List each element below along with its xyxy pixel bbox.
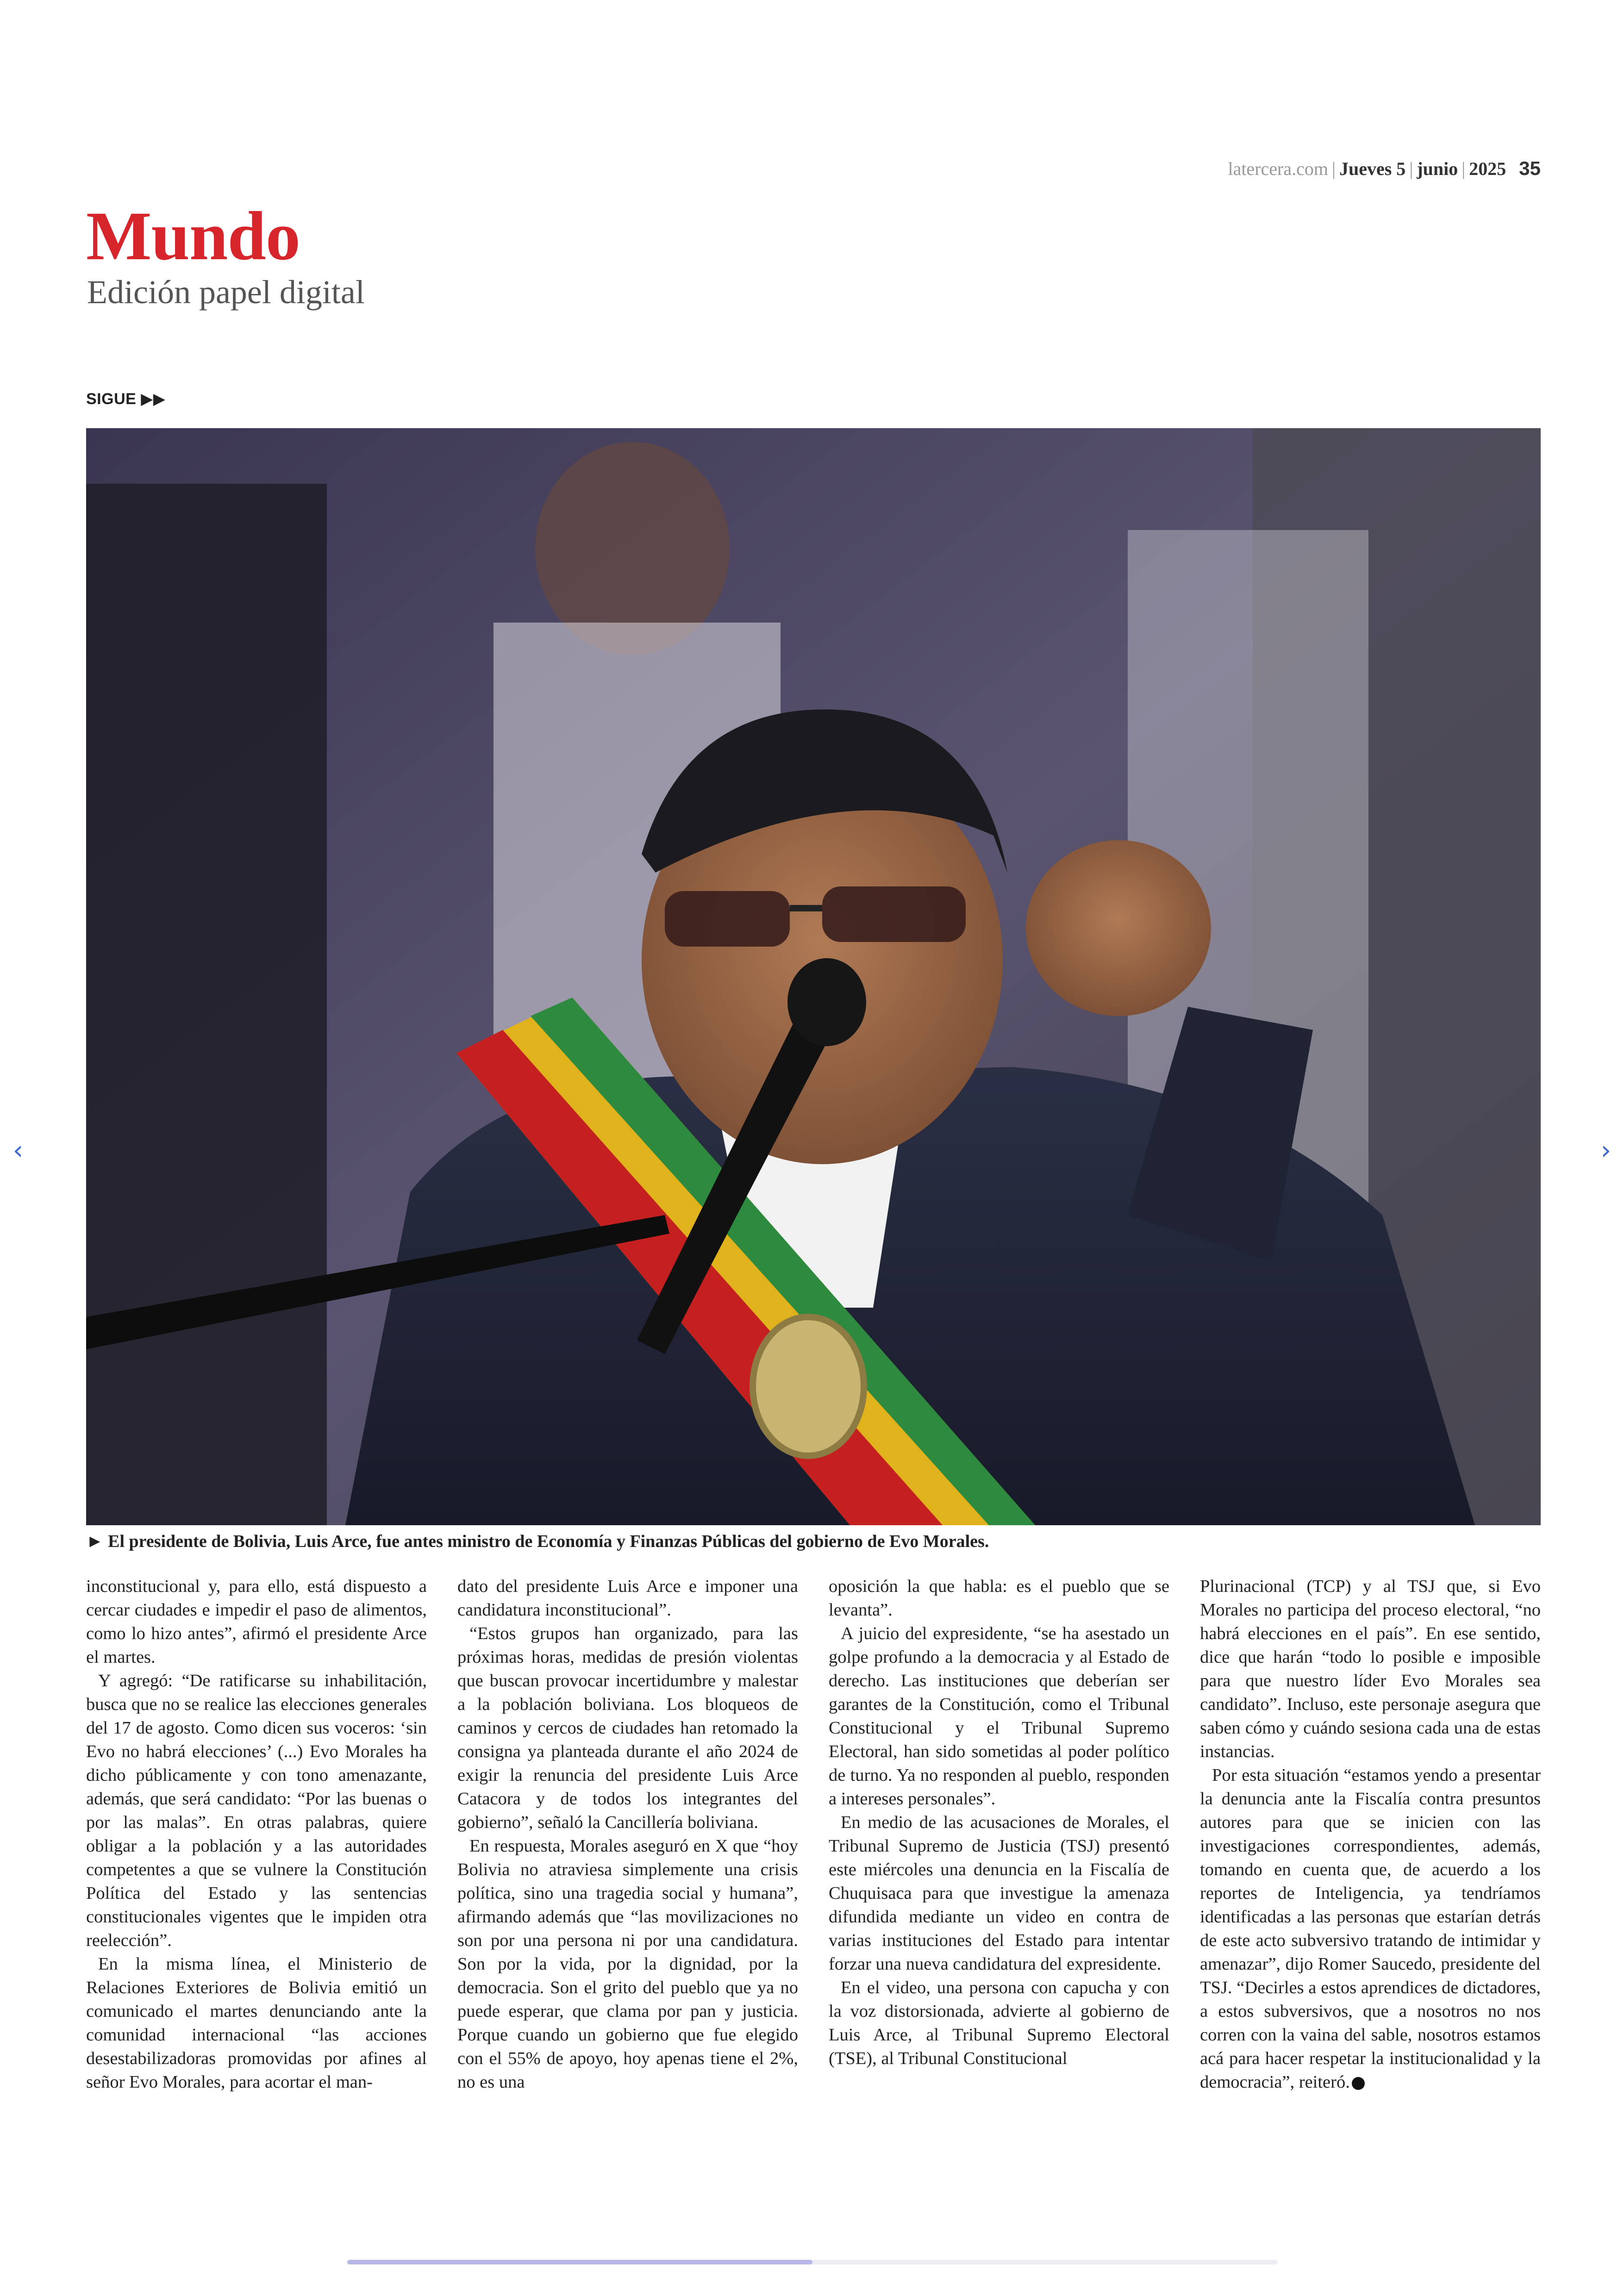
paragraph-text: Por esta situación “estamos yendo a presentar la denuncia ante la Fiscalía contra presuntos autores para que se inicien con las investigaciones correspondientes, además, tomando en cuenta que, de acuerdo a los reportes de Inteligencia, ya tendríamos identificadas a las personas que estarían detrás de este acto subversivo tratando de intimidar y amenazar”, dijo Romer Saucedo, presidente del TSJ. “Decirles a estos aprendices de dictadores, a estos subversivos, que a nosotros no nos corren con la vaina del sable, nosotros estamos acá para hacer respetar la institucionalidad y la democracia”, reiteró. <box>1200 1765 1541 2092</box>
chevron-left-icon[interactable]: ‹ <box>12 1135 24 1166</box>
article-body <box>86 1575 1541 2094</box>
paragraph: inconstitucional y, para ello, está dispuesto a cercar ciudades e impedir el paso de alimentos, como lo hizo antes”, afirmó el presidente Arce el martes. <box>86 1577 427 1667</box>
paragraph: En el video, una persona con capucha y con la voz distorsionada, advierte al gobierno de Luis Arce, al Tribunal Supremo Electoral (TSE), al Tribunal Constitucional <box>829 1978 1169 2068</box>
paragraph: En la misma línea, el Ministerio de Relaciones Exteriores de Bolivia emitió un comunicado el martes denunciando ante la comunidad internacional “las acciones desestabilizadoras promovidas por afines al señor Evo Morales, para acortar el man- <box>86 1954 427 2092</box>
page-scrollbar[interactable] <box>347 2260 1278 2264</box>
section-title: Mundo <box>86 198 300 274</box>
photo-caption: ► El presidente de Bolivia, Luis Arce, fue antes ministro de Economía y Finanzas Públicas del gobierno de Evo Morales. <box>86 1532 989 1551</box>
paragraph: Y agregó: “De ratificarse su inhabilitación, busca que no se realice las elecciones generales del 17 de agosto. Como dicen sus voceros: ‘sin Evo no habrá elecciones’ (...) Evo Morales ha dicho públicamente y con tono amenazante, además, que será candidato: “Por las buenas o por las malas”. En otras palabras, quiere obligar a la población y a las autoridades competentes a que se vulnere la Constitución Política del Estado y las sentencias constitucionales vigentes que le impiden otra reelección”. <box>86 1671 427 1950</box>
issue-year: 2025 <box>1469 158 1506 179</box>
article-column-4 <box>1200 1575 1541 2094</box>
article-column-2 <box>457 1575 798 2094</box>
article-column-1 <box>86 1575 427 2094</box>
paragraph: En respuesta, Morales aseguró en X que “hoy Bolivia no atraviesa simplemente una crisis política, sino una tragedia social y humana”, afirmando además que “las movilizaciones no son por una persona ni por una candidatura. Son por la vida, por la dignidad, por la democracia. Son el grito del pueblo que ya no puede esperar, que clama por pan y justicia. Porque cuando un gobierno que fue elegido con el 55% de apoyo, hoy apenas tiene el 2%, no es una <box>457 1836 798 2092</box>
paragraph: oposición la que habla: es el pueblo que se levanta”. <box>829 1577 1169 1620</box>
photo-illustration <box>86 428 1541 1525</box>
site-name: latercera.com <box>1228 158 1328 179</box>
section-subtitle: Edición papel digital <box>87 274 365 311</box>
article-column-3 <box>829 1575 1169 2094</box>
issue-day: Jueves 5 <box>1339 158 1406 179</box>
page-header: latercera.com | Jueves 5 | junio | 2025 35 <box>1228 157 1541 179</box>
end-mark-icon <box>1352 2077 1365 2090</box>
paragraph: dato del presidente Luis Arce e imponer una candidatura inconstitucional”. <box>457 1577 798 1620</box>
paragraph: “Estos grupos han organizado, para las próximas horas, medidas de presión violentas que buscan provocar incertidumbre y malestar a la población boliviana. Los bloqueos de caminos y cercos de ciudades han retomado la consigna ya planteada durante el año 2024 de exigir la renuncia del presidente Luis Arce Catacora y de todos los integrantes del gobierno”, señaló la Cancillería boliviana. <box>457 1624 798 1832</box>
article-photo <box>86 428 1541 1525</box>
paragraph: A juicio del expresidente, “se ha asestado un golpe profundo a la democracia y al Estado de derecho. Las instituciones que deberían ser garantes de la Constitución, como el Tribunal Constitucional y el Tribunal Supremo Electoral, han sido sometidas al poder político de turno. Ya no responden al pueblo, responden a intereses personales”. <box>829 1624 1169 1809</box>
continues-label: SIGUE ▶▶ <box>86 390 166 408</box>
paragraph: Plurinacional (TCP) y al TSJ que, si Evo Morales no participa del proceso electoral, “no habrá elecciones en el país”. En ese sentido, dice que harán “todo lo posible e imposible para que nuestro líder Evo Morales sea candidato”. Incluso, este personaje asegura que saben cómo y cuándo sesiona cada una de estas instancias. <box>1200 1577 1541 1761</box>
paragraph: En medio de las acusaciones de Morales, el Tribunal Supremo de Justicia (TSJ) presentó este miércoles una denuncia en la Fiscalía de Chuquisaca para que investigue la amenaza difundida mediante un video en contra de varias instituciones del Estado para intentar forzar una nueva candidatura del expresidente. <box>829 1813 1169 1974</box>
issue-month: junio <box>1417 158 1458 179</box>
scrollbar-thumb[interactable] <box>347 2260 812 2264</box>
page-number: 35 <box>1519 157 1541 179</box>
paragraph-final <box>1200 1764 1541 2094</box>
chevron-right-icon[interactable]: › <box>1600 1135 1612 1166</box>
